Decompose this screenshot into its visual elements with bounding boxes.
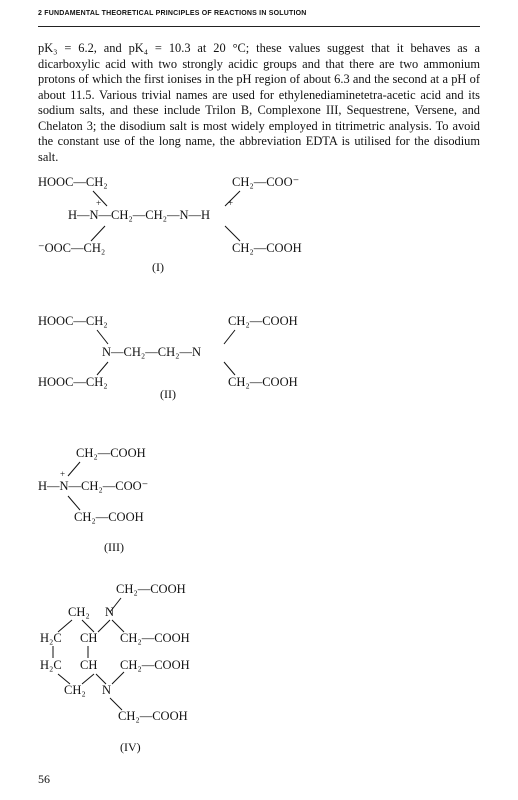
s1-label: (I) [152, 260, 164, 274]
page-number: 56 [38, 772, 50, 786]
s4-ch2-bottom: CH₂ [64, 683, 86, 697]
s3-bond-lower [68, 496, 80, 510]
s4-ch2-low-chain: CH₂—COOH [120, 658, 190, 672]
s1-plus-left: + [96, 198, 102, 208]
s4-label: (IV) [120, 740, 141, 754]
s1-middle: H—N—CH₂—CH₂—N—H [68, 208, 211, 222]
s3-bond-upper [68, 462, 80, 476]
s4-top-chain: CH₂—COOH [116, 582, 186, 596]
s2-bond-upper-right [224, 330, 235, 344]
s1-bond-lower-left [91, 226, 105, 241]
s1-plus-right: + [228, 198, 234, 208]
s1-bond-lower-right [225, 226, 240, 241]
s2-middle: N—CH₂—CH₂—N [102, 345, 201, 359]
running-header: 2 FUNDAMENTAL THEORETICAL PRINCIPLES OF REACTIONS IN SOLUTION [38, 10, 307, 17]
s1-top-right: CH₂—COO⁻ [232, 175, 300, 189]
s2-bond-lower-right [224, 362, 235, 375]
s2-bottom-left: HOOC—CH₂ [38, 375, 108, 389]
s1-top-left: HOOC—CH₂ [38, 175, 108, 189]
s4-ch-2: CH [80, 658, 98, 672]
body-paragraph: pK₃ = 6.2, and pK₄ = 10.3 at 20 °C; these values suggest that it behaves as a dicarboxylic acid with two strongly acidic groups and that there are two ammonium protons of which the first ionises in the pH region of about 6.3 and the second at a pH of about 11.5. Various trivial names are used for ethylenediaminetetra-acetic acid and its sodium salts, and these include Trilon B, Complexone III, Sequestrene, Versene, and Chelaton 3; the disodium salt is most widely employed in titrimetric analysis. To avoid the constant use of the long name, the abbreviation EDTA is utilised for the disodium salt. [38, 41, 480, 164]
s1-bottom-left: ⁻OOC—CH₂ [38, 241, 106, 255]
s3-plus: + [60, 469, 66, 479]
s4-n-top: N [105, 605, 115, 619]
s4-h2c-2: H₂C [40, 658, 62, 672]
s4-ch-1: CH [80, 631, 98, 645]
structure-iii [38, 446, 148, 554]
s4-bond-n-ch [98, 620, 110, 632]
s3-label: (III) [104, 540, 124, 554]
s4-h2c-1: H₂C [40, 631, 62, 645]
s2-top-left: HOOC—CH₂ [38, 314, 108, 328]
s2-label: (II) [160, 387, 176, 401]
s4-n-bottom: N [102, 683, 112, 697]
structure-ii [38, 314, 298, 401]
s3-middle: H—N—CH₂—COO⁻ [38, 479, 149, 493]
s2-bottom-right: CH₂—COOH [228, 375, 298, 389]
s2-bond-upper-left [97, 330, 108, 344]
s2-bond-lower-left [97, 362, 108, 375]
s3-top: CH₂—COOH [76, 446, 146, 460]
s4-ch2-top: CH₂ [68, 605, 90, 619]
structure-i [38, 175, 302, 274]
structure-iv [40, 582, 190, 754]
s4-ch2-mid-chain: CH₂—COOH [120, 631, 190, 645]
s2-top-right: CH₂—COOH [228, 314, 298, 328]
s1-bottom-right: CH₂—COOH [232, 241, 302, 255]
s3-bottom: CH₂—COOH [74, 510, 144, 524]
s4-bottom-chain: CH₂—COOH [118, 709, 188, 723]
s4-bond-n-low-chain [112, 672, 124, 684]
